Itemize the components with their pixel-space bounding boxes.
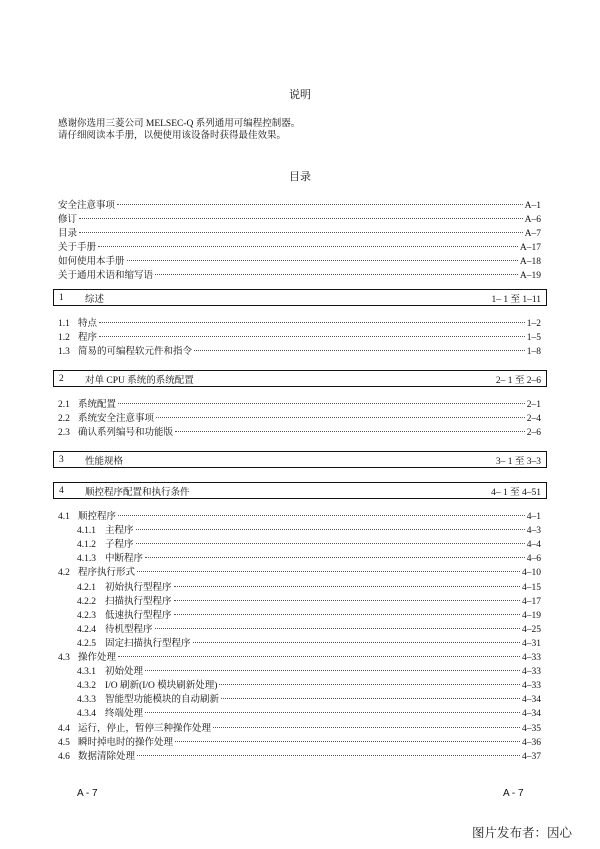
toc-entry-label: 关于通用术语和缩写语 bbox=[58, 270, 154, 281]
toc-entry-number: 4.3.1 bbox=[77, 667, 96, 678]
toc-entry-label: 智能型功能模块的自动刷新 bbox=[105, 695, 220, 706]
chapter-header-1 bbox=[53, 289, 547, 306]
toc-entry-page: 4–15 bbox=[522, 582, 541, 593]
toc-entry-number: 4.1.1 bbox=[77, 526, 96, 537]
toc-entry-label: 数据清除处理 bbox=[78, 751, 136, 762]
toc-entry-page: 4–10 bbox=[522, 568, 541, 579]
chapter-number: 2 bbox=[59, 373, 64, 384]
toc-entry-number: 2.1 bbox=[58, 400, 70, 410]
toc-entry-number: 4.2.3 bbox=[77, 610, 96, 621]
toc-entry-label: 主程序 bbox=[105, 526, 134, 537]
toc-entry-label: 关于手册 bbox=[58, 242, 97, 253]
toc-entry-label: 特点 bbox=[78, 319, 98, 329]
toc-leader-dots bbox=[194, 349, 525, 351]
toc-entry-number: 4.5 bbox=[58, 737, 70, 748]
toc-entry bbox=[77, 624, 541, 636]
toc-entry-label: 如何使用本手册 bbox=[58, 256, 125, 267]
toc-entry bbox=[77, 680, 541, 692]
toc-entry bbox=[58, 567, 541, 579]
toc-entry-label: 初始处理 bbox=[105, 667, 144, 678]
toc-entry-page: 4–4 bbox=[526, 540, 541, 551]
toc-entry bbox=[77, 582, 541, 594]
toc-leader-dots bbox=[221, 697, 520, 699]
toc-entry-page: A–6 bbox=[524, 214, 541, 225]
toc-leader-dots bbox=[175, 430, 525, 432]
toc-leader-dots bbox=[156, 416, 525, 418]
toc-entry-page: A–18 bbox=[519, 256, 541, 267]
toc-entry-label: 简易的可编程软元件和指令 bbox=[78, 347, 193, 358]
toc-entry-page: A–17 bbox=[519, 242, 541, 253]
chapter-title: 对单 CPU 系统的系统配置 bbox=[85, 375, 194, 386]
toc-leader-dots bbox=[137, 570, 520, 572]
toc-entry bbox=[77, 638, 541, 650]
toc-entry bbox=[77, 596, 541, 608]
toc-entry-page: 4–35 bbox=[522, 723, 541, 734]
toc-entry bbox=[58, 332, 541, 344]
toc-entry-page: 1–5 bbox=[526, 333, 541, 344]
toc-entry-page: 4–1 bbox=[526, 512, 541, 522]
toc-entry-page: 4–33 bbox=[522, 681, 541, 692]
toc-entry-page: A–7 bbox=[524, 228, 541, 239]
toc-entry-number: 4.2.4 bbox=[77, 624, 96, 635]
toc-entry bbox=[77, 694, 541, 706]
toc-leader-dots bbox=[136, 528, 525, 530]
toc-leader-dots bbox=[118, 655, 520, 657]
intro-line-2: 请仔细阅读本手册，以便使用该设备时获得最佳效果。 bbox=[58, 131, 287, 141]
toc-entry-label: 中断程序 bbox=[105, 554, 144, 565]
toc-entry bbox=[58, 228, 541, 240]
publisher-watermark: 图片发布者：因心 bbox=[472, 825, 573, 840]
toc-entry-number: 4.1 bbox=[58, 512, 70, 522]
chapter-number: 1 bbox=[59, 292, 64, 303]
toc-leader-dots bbox=[174, 613, 520, 615]
toc-leader-dots bbox=[118, 514, 525, 516]
chapter-pages: 4– 1 至 4–51 bbox=[491, 487, 541, 498]
toc-entry-number: 4.1.2 bbox=[77, 540, 96, 551]
toc-entry-number: 4.3.2 bbox=[77, 681, 96, 692]
toc-entry-label: 修订 bbox=[58, 214, 78, 225]
toc-leader-dots bbox=[137, 754, 520, 756]
toc-leader-dots bbox=[213, 726, 520, 728]
toc-entry-number: 4.3.4 bbox=[77, 709, 96, 720]
toc-entry bbox=[77, 525, 541, 537]
page-heading: 说明 bbox=[289, 89, 311, 101]
toc-leader-dots bbox=[136, 542, 525, 544]
chapter-header-3 bbox=[53, 451, 547, 468]
toc-entry-number: 4.2.2 bbox=[77, 596, 96, 607]
toc-entry-label: I/O 刷新(I/O 模块刷新处理) bbox=[105, 681, 218, 692]
toc-entry-label: 低速执行型程序 bbox=[105, 610, 172, 621]
toc-entry bbox=[58, 652, 541, 664]
toc-entry-label: 瞬时掉电时的操作处理 bbox=[78, 737, 174, 748]
toc-entry bbox=[77, 610, 541, 622]
toc-leader-dots bbox=[99, 321, 525, 323]
toc-entry bbox=[58, 270, 541, 282]
footer-page-left: A - 7 bbox=[77, 788, 98, 799]
toc-leader-dots bbox=[145, 669, 520, 671]
toc-entry-page: 1–8 bbox=[526, 347, 541, 358]
toc-entry-label: 固定扫描执行型程序 bbox=[105, 638, 191, 649]
toc-entry bbox=[58, 413, 541, 425]
toc-entry-label: 程序 bbox=[78, 333, 98, 344]
toc-entry-page: 4–34 bbox=[522, 709, 541, 720]
toc-leader-dots bbox=[79, 217, 523, 219]
chapter-pages: 2– 1 至 2–6 bbox=[495, 375, 541, 386]
toc-entry-page: 4–3 bbox=[526, 526, 541, 537]
toc-entry bbox=[58, 214, 541, 226]
toc-entry-number: 4.2.1 bbox=[77, 582, 96, 593]
toc-entry-page: 4–17 bbox=[522, 596, 541, 607]
toc-entry bbox=[58, 346, 541, 358]
toc-entry bbox=[77, 666, 541, 678]
toc-leader-dots bbox=[117, 203, 523, 205]
toc-entry-number: 1.1 bbox=[58, 319, 70, 329]
toc-entry-page: 1–2 bbox=[526, 319, 541, 329]
toc-entry bbox=[58, 242, 541, 254]
toc-leader-dots bbox=[155, 627, 520, 629]
chapter-header-2 bbox=[53, 370, 547, 387]
chapter-number: 4 bbox=[59, 485, 64, 496]
toc-entry-number: 2.2 bbox=[58, 414, 70, 425]
toc-leader-dots bbox=[98, 245, 518, 247]
toc-entry-page: 2–6 bbox=[526, 428, 541, 439]
toc-entry-label: 程序执行形式 bbox=[78, 568, 136, 579]
toc-leader-dots bbox=[145, 711, 520, 713]
intro-line-1: 感谢你选用三菱公司 MELSEC-Q 系列通用可编程控制器。 bbox=[58, 119, 301, 129]
toc-entry-label: 安全注意事项 bbox=[58, 201, 116, 211]
footer-page-right: A - 7 bbox=[503, 788, 524, 799]
toc-entry-number: 4.2 bbox=[58, 568, 70, 579]
chapter-title: 顺控程序配置和执行条件 bbox=[85, 487, 190, 498]
toc-entry bbox=[58, 318, 541, 330]
toc-entry-number: 4.3.3 bbox=[77, 695, 96, 706]
toc-entry bbox=[58, 737, 541, 749]
toc-entry-page: 2–4 bbox=[526, 414, 541, 425]
chapter-header-4 bbox=[53, 482, 547, 499]
toc-entry-number: 1.3 bbox=[58, 347, 70, 358]
toc-entry-label: 子程序 bbox=[105, 540, 134, 551]
toc-leader-dots bbox=[174, 585, 520, 587]
toc-entry bbox=[58, 200, 541, 212]
toc-entry-number: 4.2.5 bbox=[77, 638, 96, 649]
toc-entry-number: 4.4 bbox=[58, 723, 70, 734]
toc-entry-label: 顺控程序 bbox=[78, 512, 117, 522]
toc-entry-page: A–19 bbox=[519, 270, 541, 281]
toc-leader-dots bbox=[174, 599, 520, 601]
toc-title: 目录 bbox=[289, 171, 311, 183]
toc-entry-page: 4–6 bbox=[526, 554, 541, 565]
chapter-number: 3 bbox=[59, 454, 64, 465]
toc-entry-page: 4–33 bbox=[522, 667, 541, 678]
toc-entry-page: 4–33 bbox=[522, 653, 541, 663]
toc-entry bbox=[58, 751, 541, 763]
toc-entry bbox=[77, 708, 541, 720]
chapter-pages: 3– 1 至 3–3 bbox=[495, 456, 541, 467]
toc-leader-dots bbox=[193, 641, 520, 643]
toc-entry-page: 4–37 bbox=[522, 751, 541, 762]
toc-entry bbox=[77, 539, 541, 551]
toc-entry-label: 待机型程序 bbox=[105, 624, 153, 635]
toc-entry-page: 2–1 bbox=[526, 400, 541, 410]
toc-entry-number: 4.1.3 bbox=[77, 554, 96, 565]
toc-entry bbox=[58, 427, 541, 439]
toc-entry bbox=[58, 723, 541, 735]
toc-entry-label: 终端处理 bbox=[105, 709, 144, 720]
toc-entry bbox=[77, 553, 541, 565]
toc-entry-page: 4–34 bbox=[522, 695, 541, 706]
toc-entry-page: A–1 bbox=[524, 201, 541, 211]
toc-entry-page: 4–25 bbox=[522, 624, 541, 635]
toc-entry bbox=[58, 256, 541, 268]
chapter-title: 性能规格 bbox=[85, 456, 124, 467]
toc-leader-dots bbox=[118, 402, 525, 404]
toc-entry-label: 操作处理 bbox=[78, 653, 117, 663]
toc-entry-label: 系统配置 bbox=[78, 400, 117, 410]
toc-leader-dots bbox=[127, 259, 518, 261]
chapter-title: 综述 bbox=[85, 294, 105, 305]
toc-entry-number: 1.2 bbox=[58, 333, 70, 344]
toc-leader-dots bbox=[99, 335, 525, 337]
toc-entry-label: 扫描执行型程序 bbox=[105, 596, 172, 607]
chapter-pages: 1– 1 至 1–11 bbox=[491, 294, 541, 305]
toc-leader-dots bbox=[175, 740, 520, 742]
toc-entry-label: 运行，停止，暂停三种操作处理 bbox=[78, 723, 212, 734]
toc-entry-label: 系统安全注意事项 bbox=[78, 414, 155, 425]
toc-leader-dots bbox=[145, 556, 525, 558]
toc-entry-page: 4–31 bbox=[522, 638, 541, 649]
toc-entry-label: 初始执行型程序 bbox=[105, 582, 172, 593]
toc-entry-label: 确认系列编号和功能版 bbox=[78, 428, 174, 439]
toc-leader-dots bbox=[155, 273, 518, 275]
toc-entry-number: 2.3 bbox=[58, 428, 70, 439]
toc-entry bbox=[58, 399, 541, 411]
toc-entry-number: 4.6 bbox=[58, 751, 70, 762]
toc-leader-dots bbox=[219, 683, 520, 685]
toc-entry-number: 4.3 bbox=[58, 653, 70, 663]
toc-entry-page: 4–19 bbox=[522, 610, 541, 621]
toc-entry-page: 4–36 bbox=[522, 737, 541, 748]
toc-leader-dots bbox=[79, 231, 523, 233]
toc-entry bbox=[58, 511, 541, 523]
toc-entry-label: 目录 bbox=[58, 228, 78, 239]
